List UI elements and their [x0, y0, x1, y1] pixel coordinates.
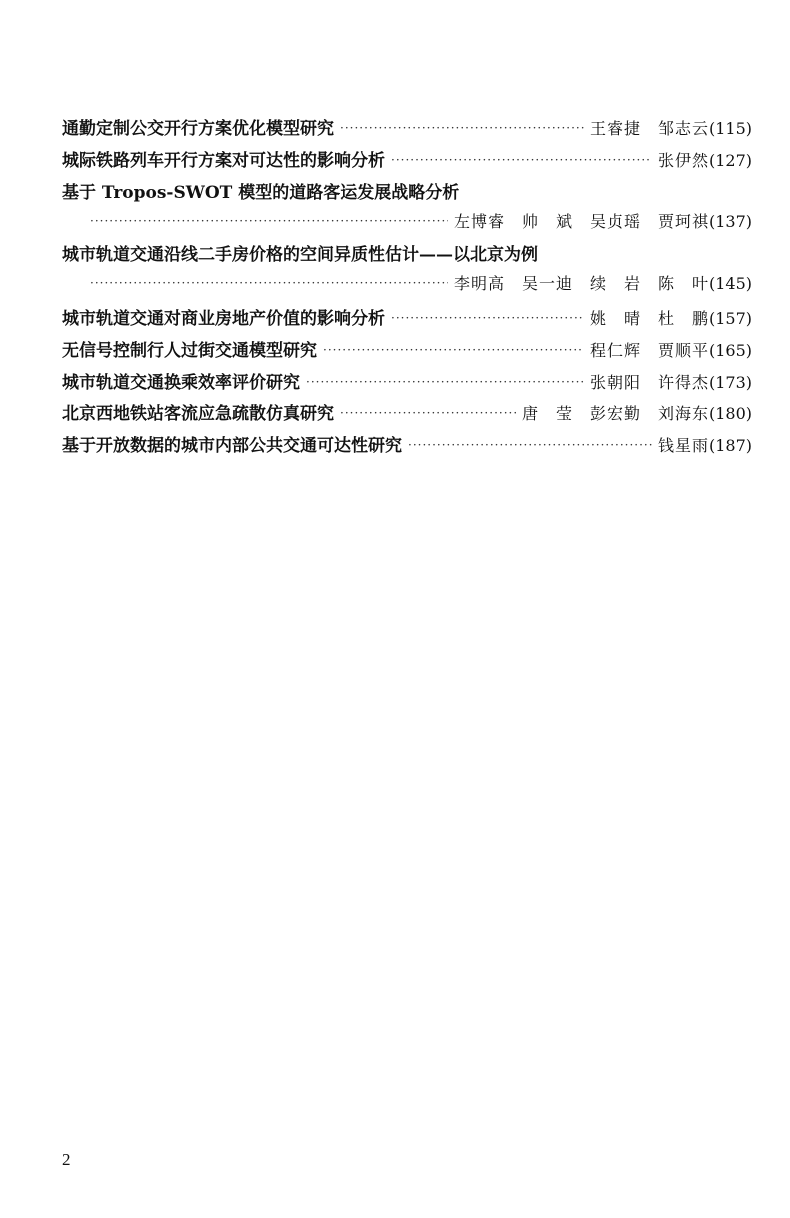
toc-entry-page: (157) — [708, 309, 752, 328]
toc-entry-page: (173) — [708, 373, 752, 392]
dot-leader — [408, 438, 652, 452]
toc-entry-continuation — [62, 271, 752, 299]
toc-entry — [62, 240, 752, 268]
dot-leader — [90, 276, 448, 290]
toc-entry-title: 通勤定制公交开行方案优化模型研究 — [62, 119, 334, 139]
toc-entry — [62, 304, 752, 332]
toc-entry-authors: 张朝阳 许得杰 — [589, 373, 709, 392]
toc-entry-title: 城市轨道交通沿线二手房价格的空间异质性估计——以北京为例 — [62, 245, 538, 265]
dot-leader — [391, 153, 652, 167]
toc-entry-authors: 左博睿 帅 斌 吴贞瑶 贾珂祺 — [453, 212, 709, 231]
toc-entry-authors: 唐 莹 彭宏勤 刘海东 — [521, 404, 709, 423]
toc-entry — [62, 114, 752, 142]
dot-leader — [340, 406, 516, 420]
toc-entry — [62, 336, 752, 364]
dot-leader — [391, 311, 584, 325]
page-number: 2 — [62, 1150, 71, 1169]
toc-entry-title: 城市轨道交通对商业房地产价值的影响分析 — [62, 309, 385, 329]
toc-entry-page: (145) — [708, 274, 752, 293]
toc-entry-title: 基于 Tropos-SWOT 模型的道路客运发展战略分析 — [62, 183, 460, 203]
toc-entry-authors: 王睿捷 邹志云 — [589, 119, 709, 138]
toc-entry-authors: 钱星雨 — [657, 436, 709, 455]
toc-entry — [62, 399, 752, 427]
toc-entry-page: (137) — [708, 212, 752, 231]
toc-entry — [62, 431, 752, 459]
toc-entry-authors: 李明高 吴一迪 续 岩 陈 叶 — [453, 274, 709, 293]
dot-leader — [90, 214, 448, 228]
dot-leader — [340, 121, 584, 135]
toc-entry-title: 无信号控制行人过街交通模型研究 — [62, 341, 317, 361]
toc-entry-page: (115) — [708, 119, 752, 138]
toc-entry-authors: 姚 晴 杜 鹏 — [589, 309, 709, 328]
toc-entry — [62, 178, 752, 206]
toc-entry-authors: 张伊然 — [657, 151, 709, 170]
toc-entry-page: (165) — [708, 341, 752, 360]
toc-entry — [62, 368, 752, 396]
toc-entry-continuation — [62, 209, 752, 237]
dot-leader — [306, 375, 584, 389]
toc-entry-title: 城际铁路列车开行方案对可达性的影响分析 — [62, 151, 385, 171]
toc-entry-title: 基于开放数据的城市内部公共交通可达性研究 — [62, 436, 402, 456]
toc-entry-title: 城市轨道交通换乘效率评价研究 — [62, 373, 300, 393]
toc-entry — [62, 146, 752, 174]
toc-entry-authors: 程仁辉 贾顺平 — [589, 341, 709, 360]
toc-entry-page: (180) — [708, 404, 752, 423]
toc-entry-page: (127) — [708, 151, 752, 170]
dot-leader — [323, 343, 584, 357]
toc-entry-title: 北京西地铁站客流应急疏散仿真研究 — [62, 404, 334, 424]
toc-entry-page: (187) — [708, 436, 752, 455]
